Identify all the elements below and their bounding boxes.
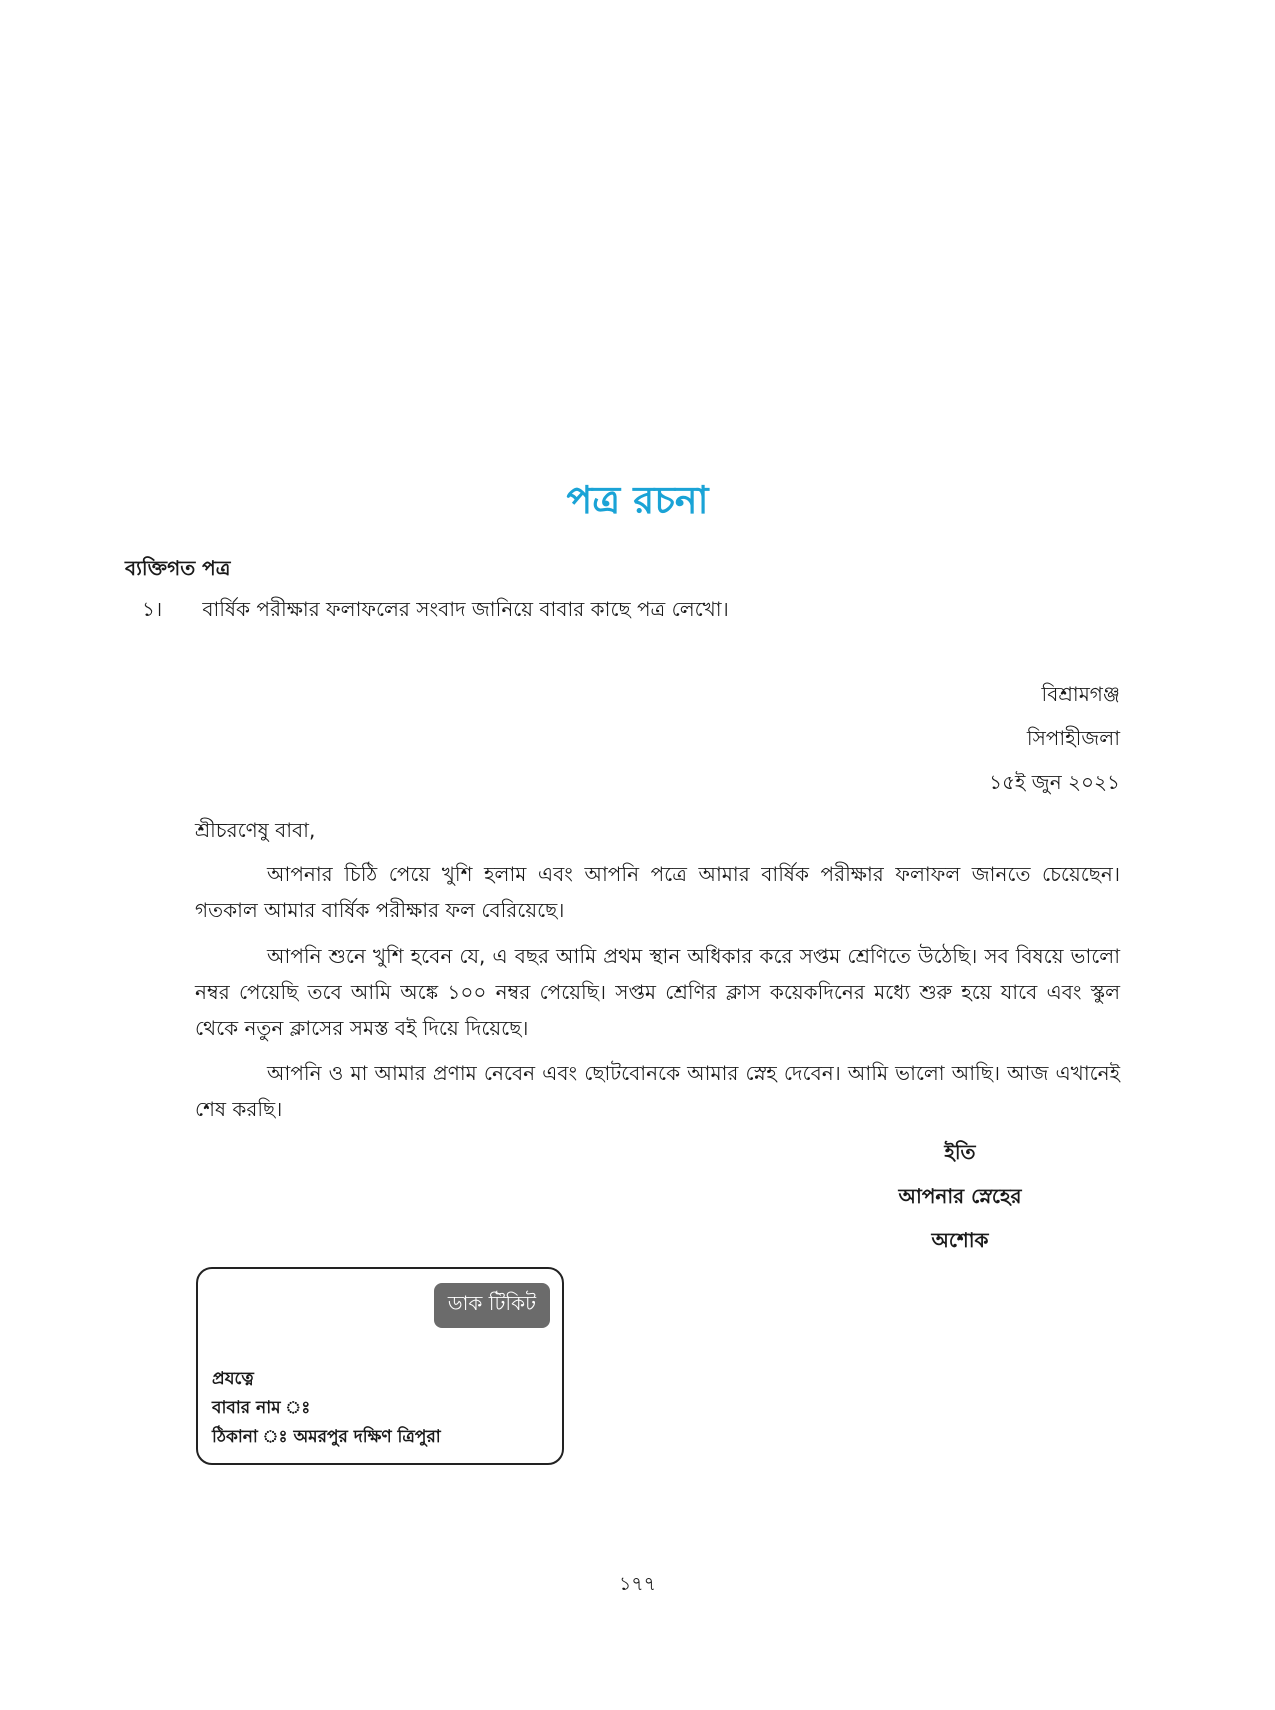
letter-paragraph: আপনি শুনে খুশি হবেন যে, এ বছর আমি প্রথম স্থান অধিকার করে সপ্তম শ্রেণিতে উঠেছি। সব বিষয়ে ভালো নম্বর পেয়েছি তবে আমি অঙ্কে ১০০ নম্বর পেয়েছি। সপ্তম শ্রেণির ক্লাস কয়েকদিনের মধ্যে শুরু হয়ে যাবে এবং স্কুল থেকে নতুন ক্লাসের সমস্ত বই দিয়ে দিয়েছে। (195, 944, 1120, 1040)
page-number: ১৭৭ (618, 1573, 657, 1595)
envelope (196, 1267, 564, 1465)
letter-date: ১৫ই জুন ২০২১ (989, 770, 1120, 794)
closing-phrase-text: আপনার স্নেহের (898, 1184, 1022, 1208)
envelope-line-address: ঠিকানা ঃ অমরপুর দক্ষিণ ত্রিপুরা (212, 1427, 441, 1447)
closing-iti-text: ইতি (944, 1140, 976, 1164)
signature-name-text: অশোক (931, 1228, 989, 1252)
question-number: ১। (142, 597, 163, 621)
salutation: শ্রীচরণেষু বাবা, (195, 818, 316, 842)
address-district: সিপাহীজলা (1026, 726, 1120, 750)
stamp-label: ডাক টিকিট (434, 1283, 550, 1328)
letter-paragraph: আপনি ও মা আমার প্রণাম নেবেন এবং ছোটবোনকে আমার স্নেহ দেবেন। আমি ভালো আছি। আজ এখানেই শেষ করছি। (195, 1061, 1120, 1121)
section-heading: ব্যক্তিগত পত্র (125, 556, 231, 580)
page-title: পত্র রচনা (566, 478, 709, 522)
letter-paragraph: আপনার চিঠি পেয়ে খুশি হলাম এবং আপনি পত্রে আমার বার্ষিক পরীক্ষার ফলাফল জানতে চেয়েছেন। গতকাল আমার বার্ষিক পরীক্ষার ফল বেরিয়েছে। (195, 862, 1120, 922)
envelope-address (212, 1365, 441, 1452)
address-place: বিশ্রামগঞ্জ (1041, 682, 1120, 706)
question-text: বার্ষিক পরীক্ষার ফলাফলের সংবাদ জানিয়ে বাবার কাছে পত্র লেখো। (202, 597, 729, 621)
envelope-line-name: বাবার নাম ঃ (212, 1398, 311, 1418)
question (142, 595, 729, 628)
envelope-line-care-of: প্রযত্নে (212, 1369, 254, 1389)
